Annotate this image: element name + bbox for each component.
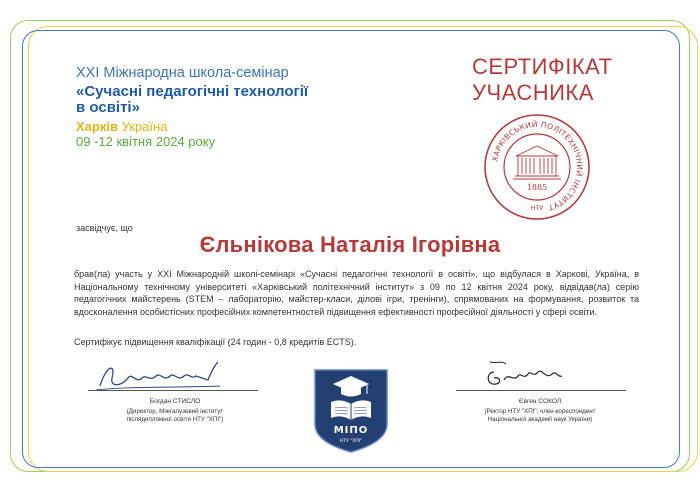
event-city: Харків [76,119,118,134]
signature-line-left [88,390,258,391]
signer-left [80,398,270,424]
event-dates: 09 -12 квітня 2024 року [76,134,216,149]
event-country: Україна [121,119,168,134]
signer-left-role-line2: післядипломної освіти НТУ "ХПІ") [126,416,224,423]
seal-ring-text: ХАРКІВСЬКИЙ ПОЛІТЕХНІЧНИЙ ІНСТИТУТ [490,119,585,213]
university-seal-icon [482,112,592,222]
signature-line-right [456,390,626,391]
attests-label: засвідчує, що [76,223,133,233]
signer-right-role-line1: (Ректор НТУ "ХПІ"; член-кореспондент [484,408,596,415]
certificate-title-line1: СЕРТИФІКАТ [472,54,613,79]
mipo-sub-label: НТУ "ХПІ" [339,439,363,444]
mipo-logo-icon [311,366,391,454]
certificate-title-line2: УЧАСНИКА [472,80,594,105]
signer-left-name: Богдан СТИСЛО [149,398,201,405]
school-event-title: XXI Міжнародна школа-семінар [76,65,289,81]
certificate-title [472,54,632,106]
signer-left-role-line1: (Директор, Міжгалузевий інститут [126,408,224,415]
seal-year: 1885 [526,183,548,192]
mipo-label: МІПО [333,425,369,436]
signature-right-icon [480,358,570,392]
signer-right [440,398,640,424]
certificate-body-text: брав(ла) участь у XXI Міжнародній школі-семінарі «Сучасні педагогічні технології в освіті», що відбулася в Харкові, Україна, в Національному технічному університеті «Харківський політехнічний інститут» з 09 по 12 квітня 2024 року, відвідав(ла) серію педагогічних майстерень (STEM – лабораторію, майстер-класи, ділові ігри, тренінги), спрямованих на формування, розвиток та вдосконалення особистісних професійних компетентностей підвищення ефективності професійної діяльності у сфері освіти. [74,269,639,317]
signer-right-name: Євген СОКОЛ [518,398,562,405]
signer-right-role-line2: Національної академії наук України) [487,416,593,423]
school-event-topic: «Сучасні педагогічні технології в освіті» [76,83,309,116]
seal-bottom-text: НТУ [530,204,544,212]
recipient-name: Єльнікова Наталія Ігорівна [199,232,501,257]
event-location [76,119,316,134]
school-info [76,66,316,149]
qualification-hours-text: Сертифікує підвищення кваліфікації (24 годин - 0,8 кредитів ECTS). [74,337,357,347]
